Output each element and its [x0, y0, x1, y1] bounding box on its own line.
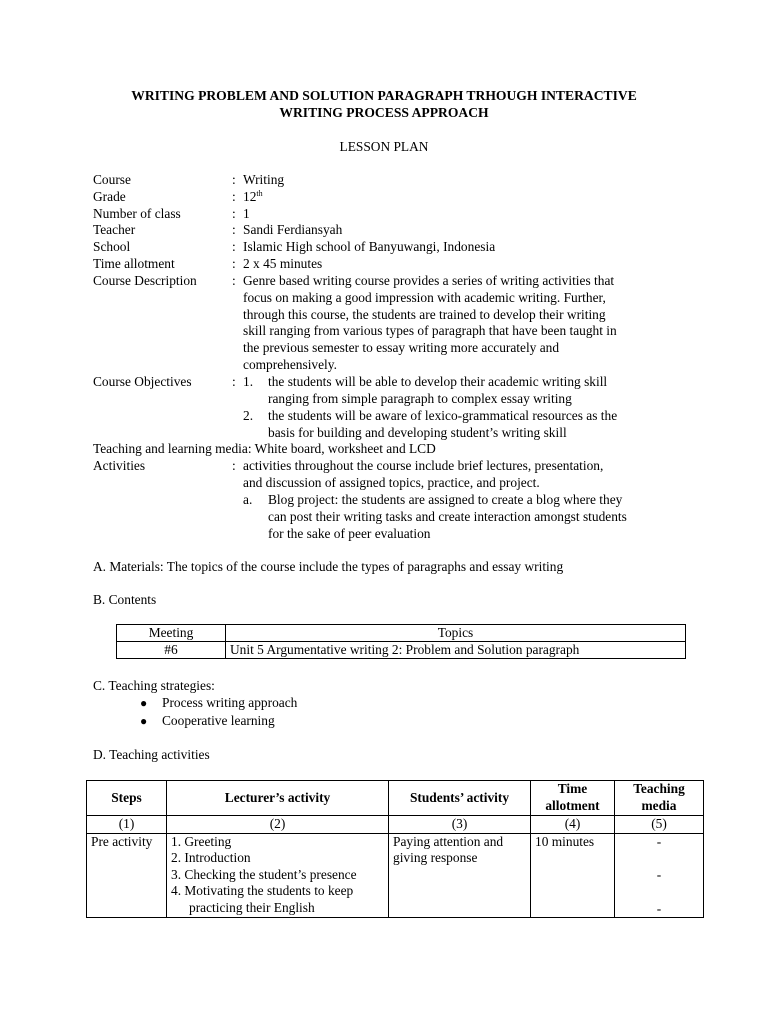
school-label: School — [93, 239, 131, 254]
list-item: 4. Motivating the students to keep practicing their English — [171, 883, 354, 915]
colon: : — [232, 172, 236, 187]
objective-1-number: 1. — [243, 374, 254, 389]
colon: : — [232, 239, 236, 254]
section-c-strategies: C. Teaching strategies: — [93, 678, 215, 693]
media-cell — [615, 833, 704, 918]
meeting-header: Meeting — [117, 625, 226, 642]
column-number: (1) — [87, 816, 167, 834]
lecturer-cell — [167, 833, 389, 918]
teacher-value: Sandi Ferdiansyah — [243, 222, 343, 237]
media-dash: - — [656, 867, 662, 883]
column-number: (4) — [531, 816, 615, 834]
colon: : — [232, 458, 236, 473]
colon: : — [232, 189, 236, 204]
activity-a-line: can post their writing tasks and create interaction amongst students — [268, 508, 627, 524]
step-cell: Pre activity — [87, 833, 167, 918]
colon: : — [232, 222, 236, 237]
objective-2-number: 2. — [243, 408, 254, 423]
contents-table — [116, 624, 686, 659]
activity-a-text — [268, 492, 688, 542]
activities-text — [243, 458, 693, 492]
activity-a-line: Blog project: the students are assigned to create a blog where they — [268, 492, 623, 507]
time-cell: 10 minutes — [531, 833, 615, 918]
objective-line: basis for building and developing student’s writing skill — [268, 424, 567, 440]
description-line: through this course, the students are trained to develop their writing — [243, 306, 606, 322]
activities-label: Activities — [93, 458, 146, 473]
description-label: Course Description — [93, 273, 197, 288]
activities-header-row — [87, 781, 704, 816]
description-line: focus on making a good impression with academic writing. Further, — [243, 289, 606, 305]
colon: : — [232, 273, 236, 288]
grade-superscript: th — [256, 189, 263, 198]
table-row — [87, 833, 704, 918]
strategy-item: Process writing approach — [162, 695, 298, 710]
column-number: (5) — [615, 816, 704, 834]
media-dash: - — [656, 900, 662, 916]
teacher-label: Teacher — [93, 222, 136, 237]
topics-header: Topics — [226, 625, 686, 642]
school-value: Islamic High school of Banyuwangi, Indonesia — [243, 239, 496, 254]
column-number-row — [87, 816, 704, 834]
section-d-activities: D. Teaching activities — [93, 747, 210, 762]
activities-line: and discussion of assigned topics, practice, and project. — [243, 474, 540, 490]
activity-a-letter: a. — [243, 492, 253, 507]
colon: : — [232, 374, 236, 389]
objective-line: ranging from simple paragraph to complex essay writing — [268, 390, 572, 406]
document-subtitle: LESSON PLAN — [339, 139, 429, 154]
description-text — [243, 273, 693, 374]
media-dash: - — [656, 833, 662, 849]
course-label: Course — [93, 172, 131, 187]
time-label: Time allotment — [93, 256, 175, 271]
bullet-icon: ● — [140, 696, 148, 710]
grade-value: 12th — [243, 189, 263, 204]
objective-line: the students will be able to develop their academic writing skill — [268, 374, 608, 389]
topic-cell: Unit 5 Argumentative writing 2: Problem and Solution paragraph — [226, 642, 686, 659]
contents-header-row — [117, 625, 686, 642]
bullet-icon: ● — [140, 714, 148, 728]
objective-line: the students will be aware of lexico-grammatical resources as the — [268, 408, 618, 423]
students-cell: Paying attention and giving response — [389, 833, 531, 918]
description-line: Genre based writing course provides a series of writing activities that — [243, 273, 615, 288]
activities-table — [86, 780, 704, 918]
lecturer-header: Lecturer’s activity — [167, 781, 389, 816]
objectives-label: Course Objectives — [93, 374, 192, 389]
description-line: the previous semester to essay writing more accurately and — [243, 340, 560, 356]
objective-1-text — [268, 374, 688, 408]
activity-a-line: for the sake of peer evaluation — [268, 525, 431, 541]
section-a-materials: A. Materials: The topics of the course include the types of paragraphs and essay writing — [93, 559, 564, 574]
column-number: (3) — [389, 816, 531, 834]
course-value: Writing — [243, 172, 285, 187]
strategy-item: Cooperative learning — [162, 713, 275, 728]
list-item: 1. Greeting — [171, 833, 232, 849]
time-value: 2 x 45 minutes — [243, 256, 323, 271]
description-line: comprehensively. — [243, 356, 337, 372]
students-header: Students’ activity — [389, 781, 531, 816]
description-line: skill ranging from various types of paragraph that have been taught in — [243, 323, 617, 339]
grade-label: Grade — [93, 189, 126, 204]
colon: : — [232, 206, 236, 221]
colon: : — [232, 256, 236, 271]
time-header: Time allotment — [531, 781, 615, 816]
list-item: 3. Checking the student’s presence — [171, 866, 357, 882]
meeting-cell: #6 — [117, 642, 226, 659]
num-class-value: 1 — [243, 206, 250, 221]
media-line: Teaching and learning media: White board, worksheet and LCD — [93, 441, 436, 456]
list-item: 2. Introduction — [171, 850, 251, 866]
contents-row — [117, 642, 686, 659]
column-number: (2) — [167, 816, 389, 834]
objective-2-text — [268, 408, 688, 442]
media-header: Teaching media — [615, 781, 704, 816]
section-b-contents: B. Contents — [93, 592, 157, 607]
document-title-line2: WRITING PROCESS APPROACH — [279, 105, 489, 120]
activities-line: activities throughout the course include brief lectures, presentation, — [243, 458, 604, 473]
num-class-label: Number of class — [93, 206, 181, 221]
steps-header: Steps — [87, 781, 167, 816]
document-title-line1: WRITING PROBLEM AND SOLUTION PARAGRAPH TRHOUGH INTERACTIVE — [131, 88, 637, 103]
